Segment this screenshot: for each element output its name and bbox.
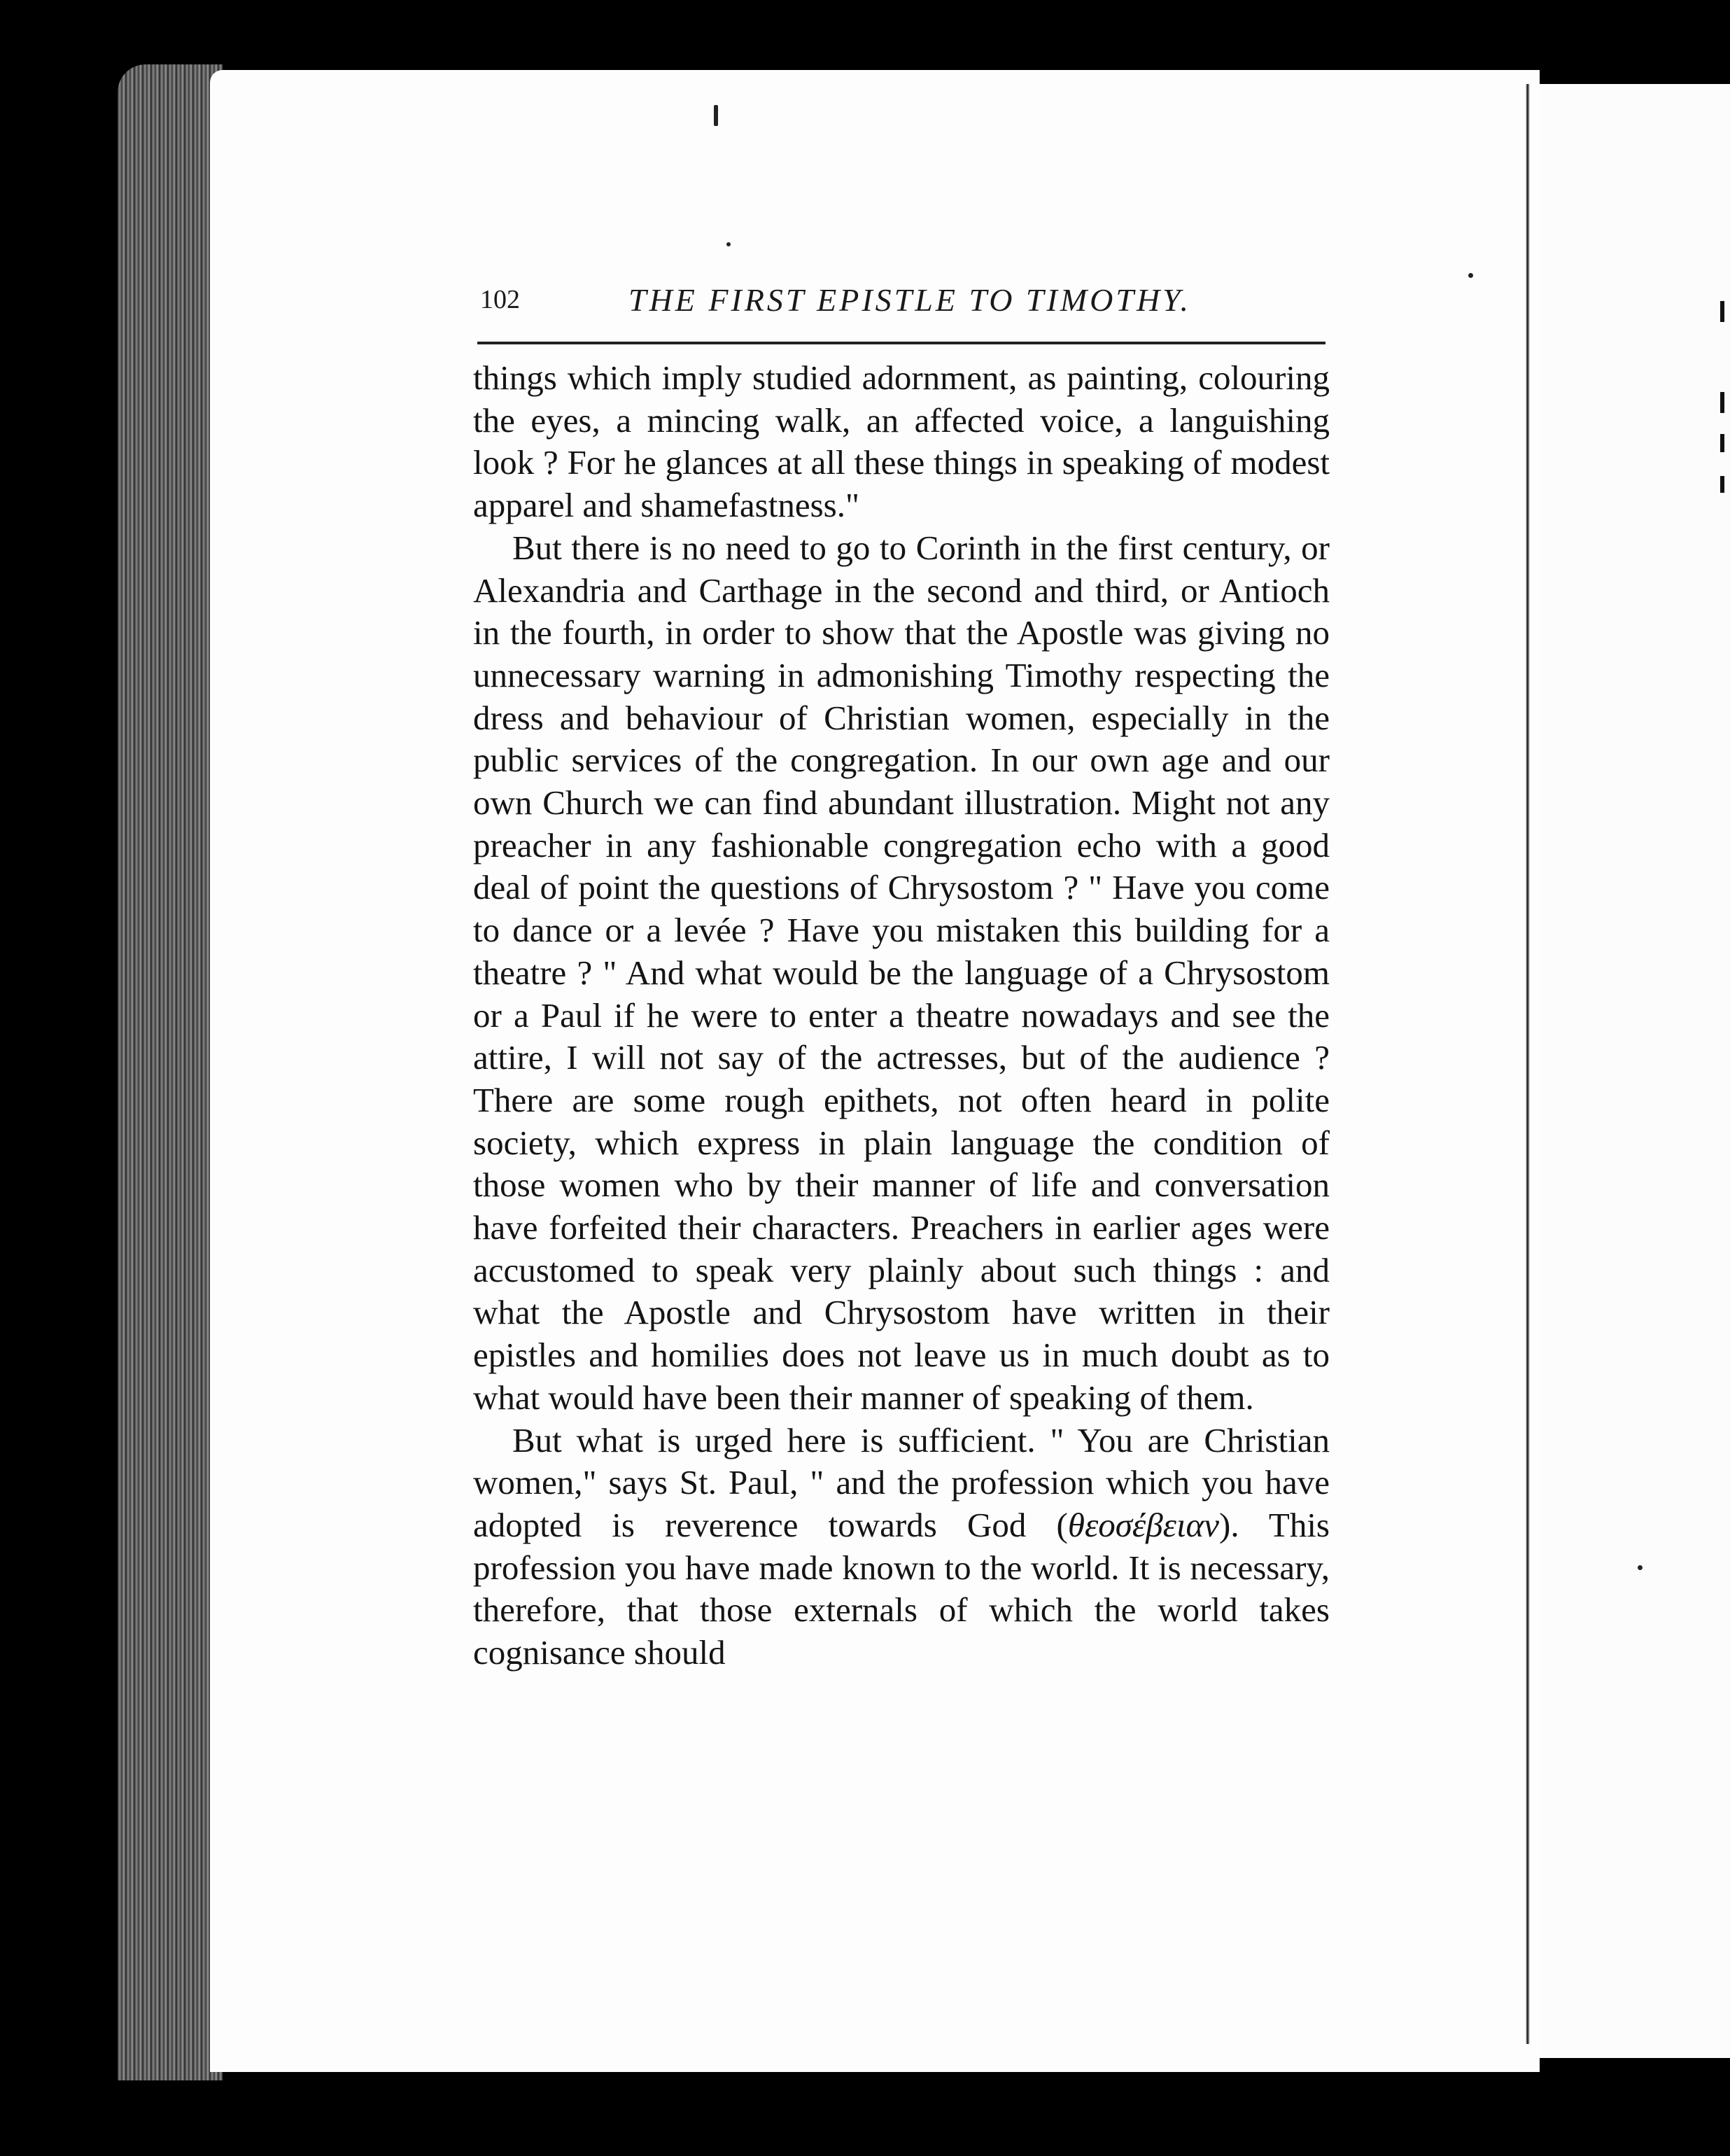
facing-page-edge bbox=[1540, 84, 1730, 2058]
facing-page-mark bbox=[1720, 301, 1724, 322]
running-head-title: THE FIRST EPISTLE TO TIMOTHY. bbox=[628, 282, 1192, 318]
scan-speck bbox=[1638, 1565, 1643, 1570]
facing-page-mark bbox=[1720, 434, 1724, 452]
scan-speck bbox=[1468, 273, 1473, 278]
header-rule bbox=[477, 342, 1325, 344]
paragraph-3-text-end: ). This profession you have made known to the world. It is necessary, therefore, that those externals of which the world takes cognisance should bbox=[473, 1505, 1330, 1672]
paragraph-3-text-start: But what is urged here is sufficient. " You are Christian women," says St. Paul, " and the profession which you have adopted is reverence towards God ( bbox=[473, 1420, 1330, 1544]
page-fold-line bbox=[1526, 84, 1530, 2044]
scan-speck bbox=[714, 105, 718, 126]
book-page-edges bbox=[118, 64, 223, 2080]
running-head bbox=[480, 279, 1320, 328]
page-number: 102 bbox=[480, 285, 520, 314]
greek-word: θεοσέβειαν bbox=[1067, 1505, 1220, 1544]
body-text bbox=[473, 357, 1330, 1674]
facing-page-mark bbox=[1720, 476, 1724, 493]
paragraph-1: things which imply studied adornment, as painting, colouring the eyes, a mincing walk, an affected voice, a languishing look ? For he glances at all these things in speaking of modest apparel and shamefastness." bbox=[473, 358, 1330, 525]
paragraph-2: But there is no need to go to Corinth in the first century, or Alexandria and Carthage in the second and third, or Antioch in the fourth, in order to show that the Apostle was giving no unnecessary warning in admonishing Timothy respecting the dress and behaviour of Christian women, especially in the public services of the congregation. In our own age and our own Church we can find abundant illustration. Might not any preacher in any fashionable congregation echo with a good deal of point the questions of Chrysostom ? " Have you come to dance or a levée ? Have you mistaken this building for a theatre ? " And what would be the language of a Chrysostom or a Paul if he were to enter a theatre nowadays and see the attire, I will not say of the actresses, but of the audience ? There are some rough epithets, not often heard in polite society, which express in plain language the condition of those women who by their manner of life and conversation have forfeited their characters. Preachers in earlier ages were accustomed to speak very plainly about such things : and what the Apostle and Chrysostom have written in their epistles and homilies does not leave us in much doubt as to what would have been their manner of speaking of them. bbox=[473, 528, 1330, 1417]
scan-speck bbox=[726, 242, 731, 246]
paragraph-3 bbox=[473, 1420, 1330, 1674]
facing-page-mark bbox=[1720, 392, 1724, 413]
